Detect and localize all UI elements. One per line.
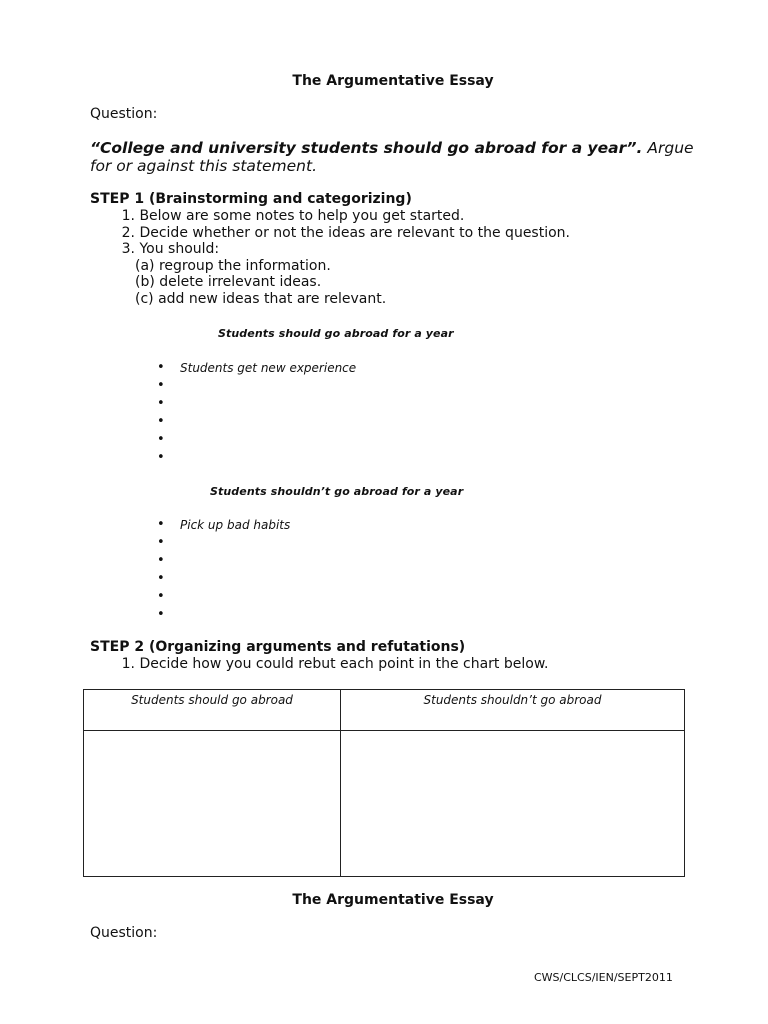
bullet-icon: • <box>157 607 165 622</box>
step1-item-number: 2. <box>121 225 135 241</box>
for-bullet-text: Students get new experience <box>180 361 357 375</box>
table-cell-for[interactable] <box>84 731 341 877</box>
bullet-icon: • <box>157 553 165 568</box>
table-cell-against[interactable] <box>341 731 685 877</box>
table-header-against: Students shouldn’t go abroad <box>341 690 685 731</box>
question-label: Question: <box>90 106 158 122</box>
step2-item <box>90 656 548 673</box>
essay-statement <box>90 139 700 175</box>
bullet-icon: • <box>157 571 165 586</box>
step1-subitem: (c) add new ideas that are relevant. <box>135 291 387 307</box>
bullet-icon: • <box>157 378 165 393</box>
bullet-icon: • <box>157 450 165 465</box>
step1-item-number: 3. <box>121 241 135 257</box>
rebuttal-chart <box>83 689 685 877</box>
step1-item <box>90 225 570 242</box>
footer-code: CWS/CLCS/IEN/SEPT2011 <box>534 971 673 984</box>
step1-item <box>90 208 464 225</box>
bullet-icon: • <box>157 432 165 447</box>
repeat-question-label: Question: <box>90 925 158 941</box>
step1-heading: STEP 1 (Brainstorming and categorizing) <box>90 191 412 207</box>
step2-heading: STEP 2 (Organizing arguments and refutations) <box>90 639 466 655</box>
table-header-row <box>84 690 685 731</box>
statement-instruction: Argue for or against this statement. <box>90 139 694 175</box>
bullet-icon: • <box>157 360 165 375</box>
against-bullet-text: Pick up bad habits <box>180 518 291 532</box>
bullet-icon: • <box>157 535 165 550</box>
table-row <box>84 731 685 877</box>
repeat-title: The Argumentative Essay <box>292 892 494 908</box>
step1-item-number: 1. <box>121 208 135 224</box>
bullet-icon: • <box>157 414 165 429</box>
page-title: The Argumentative Essay <box>292 73 494 89</box>
step1-item-text: Decide whether or not the ideas are relevant to the question. <box>139 225 570 241</box>
step2-item-text: Decide how you could rebut each point in the chart below. <box>139 656 549 672</box>
bullet-icon: • <box>157 517 165 532</box>
step1-subitem: (a) regroup the information. <box>135 258 331 274</box>
step1-item <box>90 241 219 258</box>
step2-item-number: 1. <box>121 656 135 672</box>
bullet-icon: • <box>157 589 165 604</box>
statement-quote: “College and university students should go abroad for a year”. <box>90 139 643 157</box>
step1-subitem: (b) delete irrelevant ideas. <box>135 274 322 290</box>
table-header-for: Students should go abroad <box>84 690 341 731</box>
against-section-heading: Students shouldn’t go abroad for a year <box>210 485 464 498</box>
bullet-icon: • <box>157 396 165 411</box>
step1-item-text: Below are some notes to help you get started. <box>139 208 465 224</box>
step1-item-text: You should: <box>139 241 220 257</box>
for-section-heading: Students should go abroad for a year <box>218 327 454 340</box>
